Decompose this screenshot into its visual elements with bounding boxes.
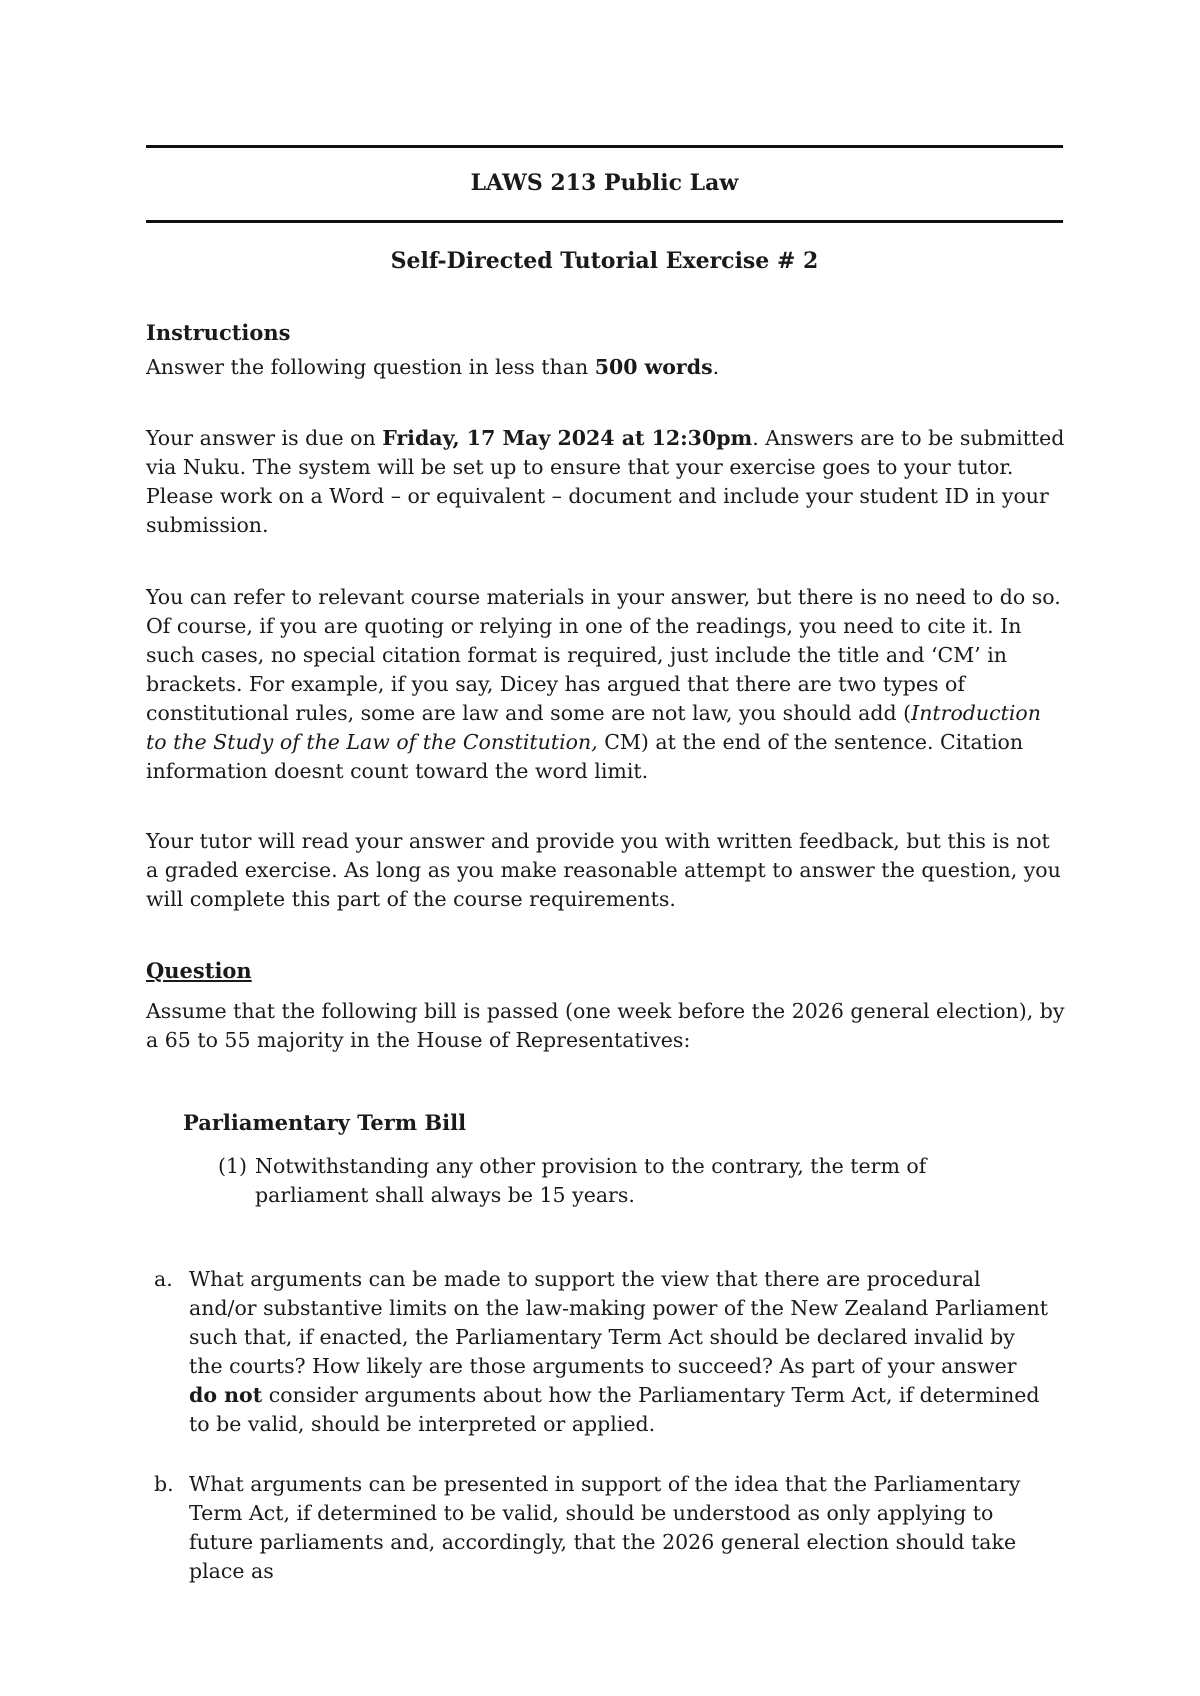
part-a-marker: a. <box>154 1267 173 1291</box>
feedback-paragraph: Your tutor will read your answer and provide you with written feedback, but this is not a graded exercise. As long as you make reasonable attempt to answer the question, you will complete this part of the course requirements. <box>146 829 1061 911</box>
due-date-paragraph: Your answer is due on Friday, 17 May 2024 at 12:30pm. Answers are to be submitted via Nuku. The system will be set up to ensure that your exercise goes to your tutor. Please work on a Word – or equivalent – document and include your student ID in your submission. <box>146 426 1065 537</box>
question-heading: Question <box>146 958 252 983</box>
citation-paragraph: You can refer to relevant course materials in your answer, but there is no need to do so. Of course, if you are quoting or relying in one of the readings, you need to cite it. In such cases, no special citation format is required, just include the title and ‘CM’ in brackets. For example, if you say, Dicey has argued that there are two types of constitutional rules, some are law and some are not law, you should add (Introduction to the Study of the Law of the Constitution, CM) at the end of the sentence. Citation information doesnt count toward the word limit. <box>146 585 1061 783</box>
top-rule <box>146 145 1063 148</box>
clause-text: Notwithstanding any other provision to the contrary, the term of parliament shall always be 15 years. <box>255 1154 927 1207</box>
question-intro: Assume that the following bill is passed (one week before the 2026 general election), by a 65 to 55 majority in the House of Representatives: <box>146 999 1065 1052</box>
clause-number: (1) <box>218 1154 248 1178</box>
part-b-marker: b. <box>154 1472 174 1496</box>
part-b-text: What arguments can be presented in support of the idea that the Parliamentary Term Act, if determined to be valid, should be understood as only applying to future parliaments and, accordingly, that the 2026 general election should take place as <box>189 1472 1021 1583</box>
word-limit-paragraph: Answer the following question in less than 500 words. <box>146 355 720 379</box>
instructions-heading: Instructions <box>146 320 291 345</box>
title-rule <box>146 220 1063 223</box>
exercise-title: Self-Directed Tutorial Exercise # 2 <box>390 248 819 274</box>
course-title: LAWS 213 Public Law <box>470 170 739 196</box>
part-a-text: What arguments can be made to support the view that there are procedural and/or substantive limits on the law-making power of the New Zealand Parliament such that, if enacted, the Parliamentary Term Act should be declared invalid by the courts? How likely are those arguments to succeed? As part of your answer do not consider arguments about how the Parliamentary Term Act, if determined to be valid, should be interpreted or applied. <box>189 1267 1049 1436</box>
bill-title: Parliamentary Term Bill <box>183 1110 467 1135</box>
